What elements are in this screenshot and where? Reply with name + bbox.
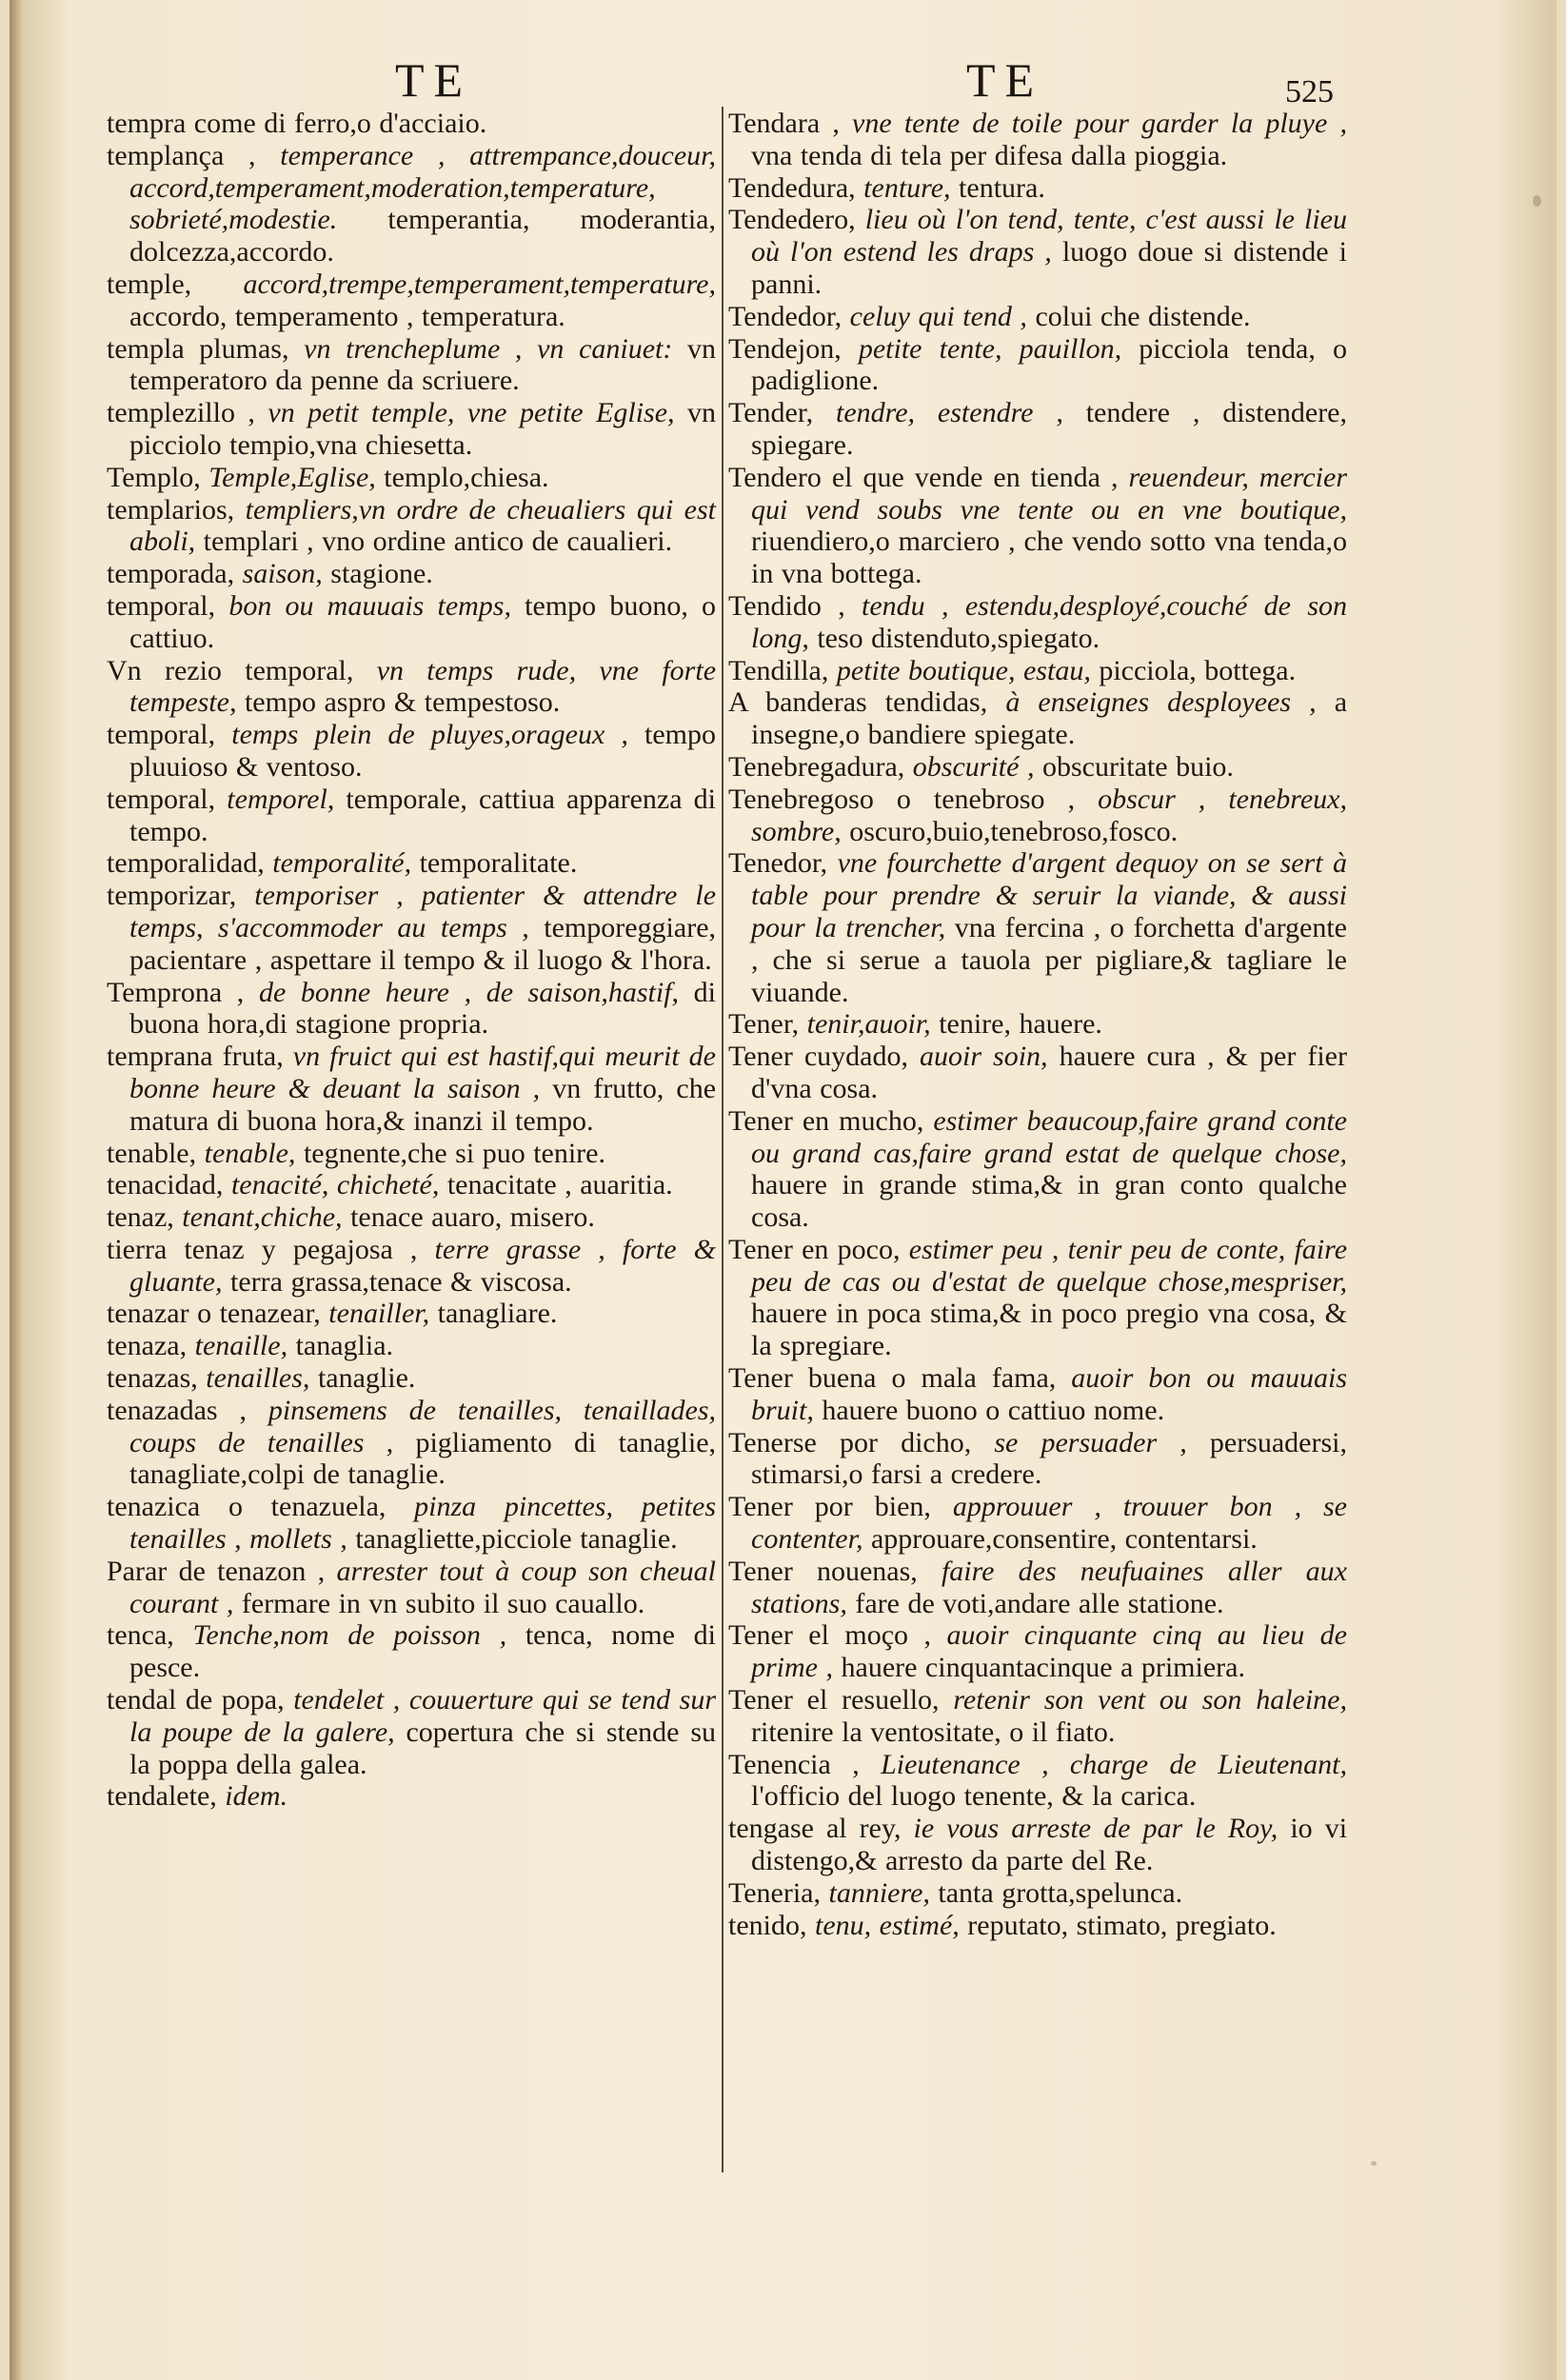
dictionary-entry [107,558,716,590]
french-gloss: bon ou mauuais temps, [228,589,511,622]
spanish-headword: Temprona , [107,976,245,1008]
italian-gloss: tempra come di ferro,o d'acciaio. [107,108,487,139]
spanish-headword: Tener nouenas, [728,1555,918,1587]
dictionary-entry [107,783,716,848]
french-gloss: Temple,Eglise, [208,461,376,493]
french-gloss: obscurité , [912,750,1035,783]
dictionary-entry [107,1780,716,1813]
dictionary-entry [728,1813,1347,1877]
french-gloss: vne tente de toile pour garder la pluye , [852,108,1347,139]
french-gloss: tenir,auoir, [806,1008,931,1041]
dictionary-entry [107,1298,716,1330]
french-gloss: lieu où l'on tend, tente, c'est aussi le lieu où l'on estend les draps , [751,204,1347,268]
spanish-headword: Tenencia , [728,1748,860,1780]
dictionary-entry [728,1362,1347,1427]
french-gloss: celuy qui tend , [849,300,1027,332]
spanish-headword: tenable, [107,1137,197,1169]
spanish-headword: Tendara , [728,108,840,139]
ink-spot [1533,195,1541,207]
spanish-headword: Tenebregoso o tenebroso , [728,783,1076,815]
spanish-headword: templarios, [107,493,235,526]
dictionary-entry [107,397,716,462]
italian-gloss: terra grassa,tenace & viscosa. [230,1265,572,1298]
italian-gloss: vna tenda di tela per difesa dalla pioggia. [751,139,1228,171]
french-gloss: temporiser , patienter & attendre le temps, s'accommoder au temps , [129,880,717,943]
french-gloss: temperance , attrempance,douceur, accord,temperament,moderation,temperature, sobrieté,modestie. [129,139,717,236]
italian-gloss: colui che distende. [1035,300,1251,332]
page-gutter-shadow [10,0,23,2380]
french-gloss: tenailler, [328,1298,430,1330]
italian-gloss: fare de voti,andare alle statione. [855,1587,1224,1619]
french-gloss: de bonne heure , de saison,hastif, [258,976,680,1008]
right-running-head: TE [966,53,1044,107]
spanish-headword: Teneria, [728,1876,822,1909]
dictionary-entry [728,1749,1347,1814]
french-gloss: temporalité, [272,847,412,880]
dictionary-entry [728,686,1347,751]
french-gloss: tenaille, [194,1330,288,1362]
french-gloss: auoir bon ou mauuais bruit, [751,1362,1348,1426]
dictionary-entry [107,1330,716,1362]
italian-gloss: temperantia, moderantia, dolcezza,accordo. [129,204,716,268]
dictionary-entry [728,1491,1347,1556]
italian-gloss: tempo pluuioso & ventoso. [129,719,717,783]
italian-gloss: approuare,consentire, contentarsi. [870,1523,1258,1556]
french-gloss: saison, [242,558,323,590]
italian-gloss: vn temperatoro da penne da scriuere. [129,332,717,397]
spanish-headword: temporizar, [107,880,237,912]
spanish-headword: temple, [107,268,192,300]
spanish-headword: temprana fruta, [107,1041,284,1073]
dictionary-entry [107,655,716,720]
french-gloss: pinza pincettes, petites tenailles , mollets , [129,1491,717,1556]
italian-gloss: temporale, cattiua apparenza di tempo. [129,783,717,847]
italian-gloss: ritenire la ventositate, o il fiato. [751,1716,1116,1748]
italian-gloss: temporalitate. [419,847,578,880]
italian-gloss: tentura. [959,171,1045,204]
spanish-headword: Parar de tenazon , [107,1555,326,1587]
french-gloss: approuuer , trouuer bon , se contenter, [751,1491,1347,1556]
dictionary-entry [728,333,1347,398]
page-number: 525 [1285,74,1334,109]
italian-gloss: fermare in vn subito il suo cauallo. [241,1587,645,1619]
french-gloss: temporel, [227,783,335,815]
french-gloss: accord,trempe,temperament,temperature, [243,268,716,300]
italian-gloss: hauere buono o cattiuo nome. [822,1394,1165,1426]
spanish-headword: tendalete, [107,1780,217,1813]
spanish-headword: Tener, [728,1008,800,1041]
french-gloss: estimer peu , tenir peu de conte, faire peu de cas ou d'estat de quelque chose,mespriser, [751,1233,1348,1298]
french-gloss: idem. [225,1780,288,1813]
italian-gloss: tenire, hauere. [939,1008,1102,1041]
spanish-headword: A banderas tendidas, [728,686,988,719]
dictionary-entry [728,397,1347,462]
spanish-headword: temporada, [107,558,235,590]
french-gloss: tenant,chiche, [182,1201,343,1234]
spanish-headword: Tener el moço , [728,1619,932,1652]
spanish-headword: tierra tenaz y pegajosa , [107,1233,418,1265]
dictionary-entry [107,108,716,140]
spanish-headword: Tendero el que vende en tienda , [728,461,1119,493]
dictionary-entry [728,1041,1347,1105]
dictionary-entry [728,847,1347,1008]
spanish-headword: Tener en mucho, [728,1104,924,1137]
spanish-headword: Tendedor, [728,300,842,332]
dictionary-entry [728,172,1347,205]
italian-gloss: luogo doue si distende i panni. [751,236,1347,300]
french-gloss: auoir cinquante cinq au lieu de prime , [751,1619,1347,1684]
italian-gloss: vn picciolo tempio,vna chiesetta. [129,397,717,461]
italian-gloss: tanta grotta,spelunca. [938,1876,1183,1909]
dictionary-entry [107,1201,716,1234]
french-gloss: vn temps rude, vne forte tempeste, [129,654,717,719]
french-gloss: petite boutique, estau, [836,654,1091,686]
italian-gloss: picciola, bottega. [1099,654,1297,686]
right-column [728,108,1347,1941]
french-gloss: tendu , estendu,desployé,couché de son long, [751,589,1347,654]
spanish-headword: Tener buena o mala fama, [728,1362,1057,1395]
dictionary-entry [107,1041,716,1137]
italian-gloss: temporeggiare, pacientare , aspettare il tempo & il luogo & l'hora. [129,911,717,976]
italian-gloss: templo,chiesa. [384,461,549,493]
italian-gloss: tendere , distendere, spiegare. [751,397,1348,461]
dictionary-entry [728,1910,1347,1942]
dictionary-entry [107,1556,716,1620]
spanish-headword: temporal, [107,783,216,815]
spanish-headword: tenazar o tenazear, [107,1298,321,1330]
spanish-headword: temporalidad, [107,847,265,880]
spanish-headword: Tendido , [728,589,845,622]
left-column [107,108,716,1813]
french-gloss: tanniere, [828,1876,930,1909]
italian-gloss: hauere cinquantacinque a primiera. [841,1652,1245,1684]
italian-gloss: vna fercina , o forchetta d'argente , che si serue a tauola per pigliare,& tagliare le viuande. [751,911,1348,1008]
spanish-headword: Tendedura, [728,171,856,204]
italian-gloss: tempo aspro & tempestoso. [244,686,561,719]
french-gloss: reuendeur, mercier qui vend soubs vne tente ou en vne boutique, [751,461,1347,526]
french-gloss: Lieutenance , charge de Lieutenant, [881,1748,1348,1780]
spanish-headword: tengase al rey, [728,1813,902,1845]
french-gloss: vn petit temple, vne petite Eglise, [268,397,675,429]
french-gloss: estimer beaucoup,faire grand conte ou grand cas,faire grand estat de quelque chose, [751,1104,1347,1169]
dictionary-entry [107,1491,716,1556]
dictionary-entry [107,880,716,976]
italian-gloss: persuadersi, stimarsi,o farsi a credere. [751,1426,1347,1491]
italian-gloss: tenace auaro, misero. [350,1201,595,1234]
italian-gloss: io vi distengo,& arresto da parte del Re. [751,1813,1348,1877]
italian-gloss: hauere cura , & per fier d'vna cosa. [751,1041,1347,1104]
french-gloss: tenable, [204,1137,296,1169]
italian-gloss: tanaglie. [317,1362,416,1395]
french-gloss: ie vous arreste de par le Roy, [913,1813,1279,1845]
italian-gloss: reputato, stimato, pregiato. [967,1909,1277,1941]
spanish-headword: temporal, [107,589,216,622]
dictionary-entry [107,1169,716,1201]
italian-gloss: accordo, temperamento , temperatura. [129,300,565,332]
dictionary-entry [728,751,1347,783]
spanish-headword: templança , [107,139,256,171]
italian-gloss: tenacitate , auaritia. [446,1169,673,1201]
spanish-headword: tendal de popa, [107,1684,285,1716]
french-gloss: Tenche,nom de poisson , [192,1619,507,1652]
spanish-headword: temporal, [107,719,216,751]
italian-gloss: oscuro,buio,tenebroso,fosco. [849,815,1179,847]
ink-spot [1371,2161,1377,2166]
italian-gloss: copertura che si stende su la poppa della galea. [129,1716,716,1780]
dictionary-page [10,0,1556,2380]
italian-gloss: riuendiero,o marciero , che vendo sotto vna tenda,o in vna bottega. [751,526,1347,590]
italian-gloss: tempo buono, o cattiuo. [129,589,716,654]
italian-gloss: vn frutto, che matura di buona hora,& inanzi il tempo. [129,1072,717,1137]
dictionary-entry [107,1362,716,1395]
french-gloss: templiers,vn ordre de cheualiers qui est aboli, [129,493,716,558]
spanish-headword: templezillo , [107,397,255,429]
spanish-headword: Tener el resuello, [728,1684,940,1716]
italian-gloss: hauere in poca stima,& in poco pregio vna cosa, & la spregiare. [751,1298,1347,1362]
french-gloss: petite tente, pauillon, [858,332,1122,365]
french-gloss: tenailles, [206,1362,310,1395]
dictionary-entry [107,462,716,494]
french-gloss: tendre, estendre , [836,397,1063,429]
italian-gloss: tanagliare. [437,1298,558,1330]
italian-gloss: picciola tenda, o padiglione. [751,332,1347,397]
italian-gloss: obscuritate buio. [1041,750,1234,783]
spanish-headword: Tenebregadura, [728,750,905,783]
french-gloss: tendelet , couuerture qui se tend sur la poupe de la galere, [129,1684,717,1748]
spanish-headword: templa plumas, [107,332,289,365]
italian-gloss: di buona hora,di stagione propria. [129,976,717,1041]
column-divider [722,107,724,2172]
french-gloss: arrester tout à coup son cheual courant , [129,1555,716,1619]
spanish-headword: tenca, [107,1619,174,1652]
dictionary-entry [107,590,716,655]
french-gloss: tenacité, chicheté, [230,1169,440,1201]
french-gloss: tenu, estimé, [815,1909,960,1941]
dictionary-entry [107,1684,716,1780]
italian-gloss: hauere in grande stima,& in gran conto qualche cosa. [751,1169,1347,1234]
italian-gloss: a insegne,o bandiere spiegate. [751,686,1348,751]
dictionary-entry [107,1395,716,1491]
dictionary-entry [107,494,716,559]
spanish-headword: tenido, [728,1909,807,1941]
spanish-headword: Tener cuydado, [728,1041,908,1073]
french-gloss: temps plein de pluyes,orageux , [231,719,628,751]
dictionary-entry [728,1877,1347,1910]
dictionary-entry [728,301,1347,333]
french-gloss: pinsemens de tenailles, tenaillades, coups de tenailles , [129,1394,717,1458]
dictionary-entry [107,1619,716,1684]
french-gloss: vn fruict qui est hastif,qui meurit de bonne heure & deuant la saison , [129,1041,716,1104]
french-gloss: terre grasse , forte & gluante, [129,1233,716,1298]
dictionary-entry [728,1427,1347,1492]
dictionary-entry [728,1619,1347,1684]
spanish-headword: Tendilla, [728,654,829,686]
italian-gloss: teso distenduto,spiegato. [817,622,1100,654]
dictionary-entry [107,977,716,1041]
italian-gloss: tanaglia. [295,1330,394,1362]
dictionary-entry [107,333,716,398]
dictionary-entry [107,268,716,333]
dictionary-entry [728,1684,1347,1749]
italian-gloss: tenca, nome di pesce. [129,1619,716,1684]
spanish-headword: Templo, [107,461,201,493]
spanish-headword: Tener por bien, [728,1491,931,1523]
french-gloss: tenture, [863,171,951,204]
italian-gloss: stagione. [330,558,433,590]
french-gloss: vne fourchette d'argent dequoy on se sert à table pour prendre & seruir la viande, & aussi pour la trencher, [751,847,1347,943]
dictionary-entry [728,462,1347,590]
french-gloss: retenir son vent ou son haleine, [953,1684,1347,1716]
spanish-headword: Tendedero, [728,204,856,236]
french-gloss: obscur , tenebreux, sombre, [751,783,1347,847]
dictionary-entry [728,783,1347,848]
dictionary-entry [728,1008,1347,1041]
spanish-headword: Tenerse por dicho, [728,1426,972,1458]
spanish-headword: tenazas, [107,1362,198,1395]
french-gloss: à enseignes desployees , [1005,686,1317,719]
spanish-headword: tenazadas , [107,1394,247,1426]
dictionary-entry [107,847,716,880]
dictionary-entry [728,1556,1347,1620]
dictionary-entry [728,204,1347,300]
dictionary-entry [728,1105,1347,1234]
italian-gloss: tanagliette,picciole tanaglie. [355,1523,678,1556]
french-gloss: auoir soin, [920,1041,1048,1073]
spanish-headword: tenaz, [107,1201,174,1234]
italian-gloss: tegnente,che si puo tenire. [303,1137,605,1169]
dictionary-entry [728,655,1347,687]
spanish-headword: Tendejon, [728,332,842,365]
italian-gloss: l'officio del luogo tenente, & la carica. [751,1780,1197,1813]
spanish-headword: Tener en poco, [728,1233,901,1265]
left-running-head: TE [395,53,473,107]
italian-gloss: templari , vno ordine antico de caualieri. [203,526,673,558]
french-gloss: faire des neufuaines aller aux stations, [751,1555,1347,1619]
spanish-headword: Vn rezio temporal, [107,654,354,686]
spanish-headword: tenaza, [107,1330,188,1362]
spanish-headword: Tenedor, [728,847,828,880]
dictionary-entry [107,140,716,268]
dictionary-entry [107,1138,716,1170]
dictionary-entry [728,590,1347,655]
spanish-headword: Tender, [728,397,814,429]
dictionary-entry [728,108,1347,172]
spanish-headword: tenacidad, [107,1169,224,1201]
italian-gloss: pigliamento di tanaglie, tanagliate,colpi de tanaglie. [129,1426,717,1491]
dictionary-entry [728,1234,1347,1362]
dictionary-entry [107,719,716,783]
french-gloss: se persuader , [994,1426,1187,1458]
dictionary-entry [107,1234,716,1299]
french-gloss: vn trencheplume , vn caniuet: [304,332,673,365]
spanish-headword: tenazica o tenazuela, [107,1491,387,1523]
